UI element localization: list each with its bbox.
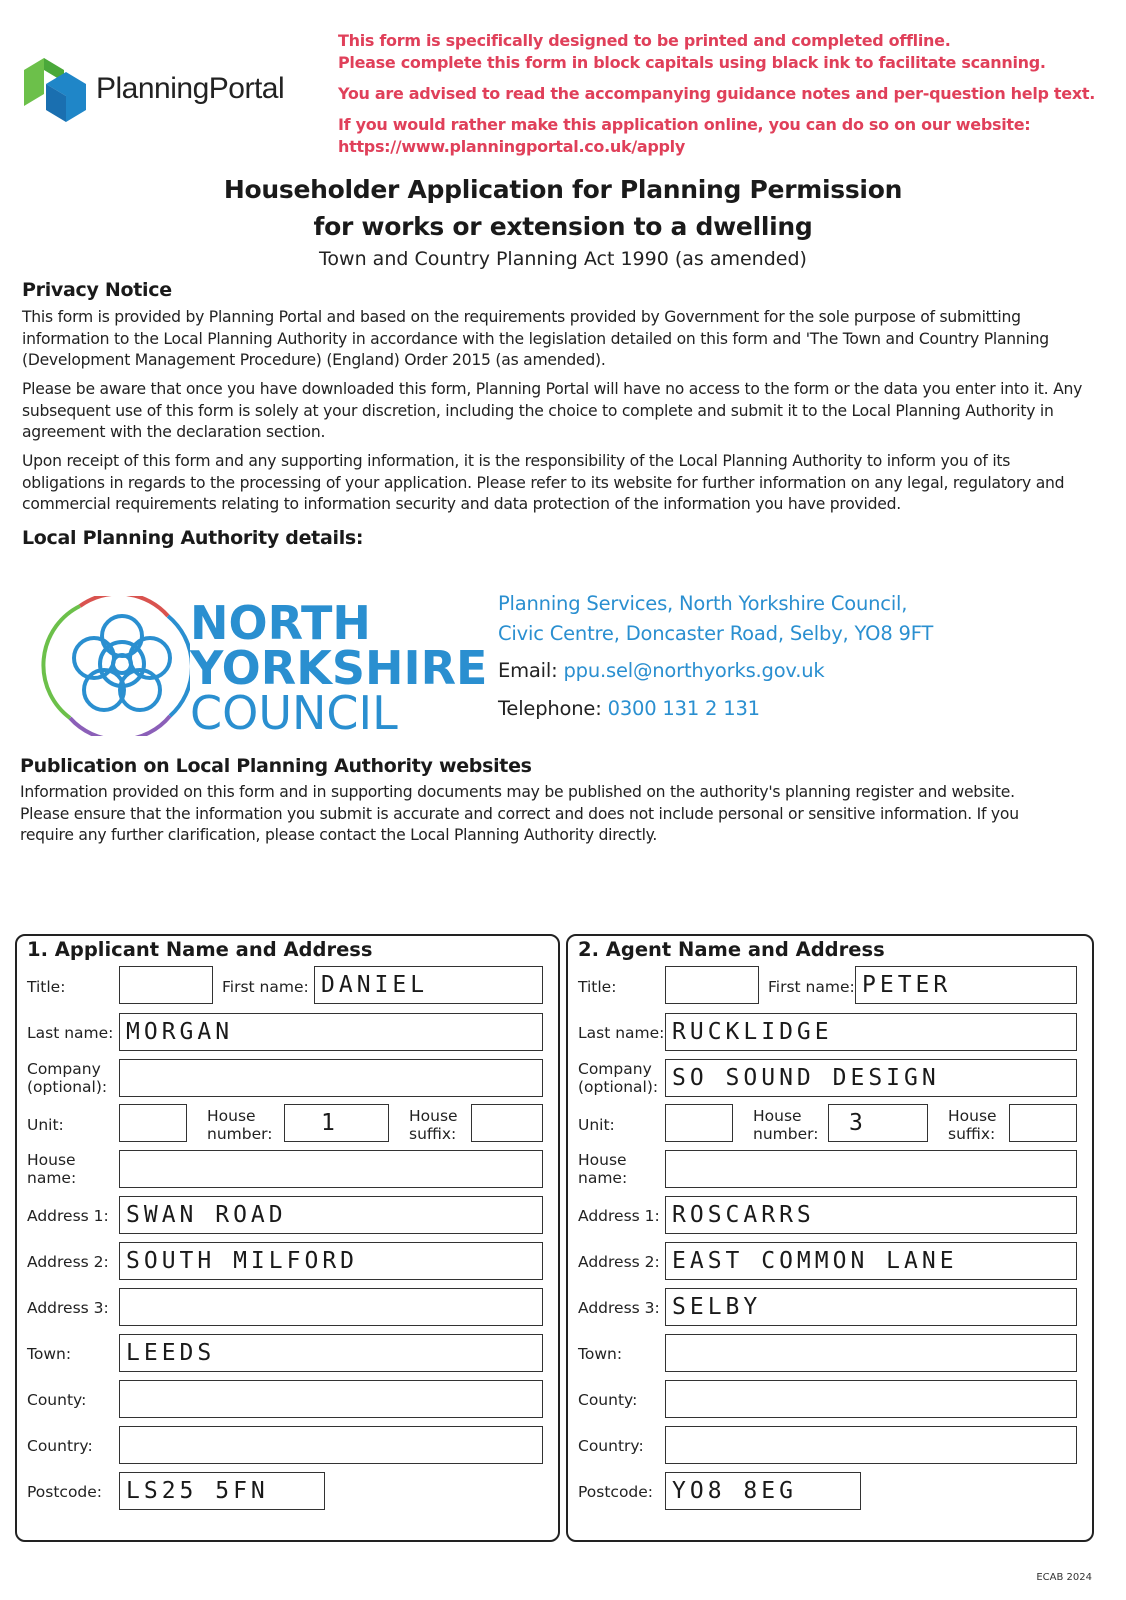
agent-address1-field[interactable] <box>665 1196 1077 1234</box>
applicant-address1-label: Address 1: <box>27 1207 109 1225</box>
agent-address3-value: SELBY <box>672 1294 762 1320</box>
privacy-paragraph-1: This form is provided by Planning Portal and based on the requirements provided by Government for the sole purpose of submitting information to the Local Planning Authority in accordance with the legislation detailed on this form and 'The Town and Country Planning (Development Management Procedure) (England) Order 2015 (as amended). <box>22 308 1049 369</box>
lpa-email <box>498 659 825 682</box>
applicant-first-name-field[interactable] <box>314 966 543 1004</box>
agent-title-label: Title: <box>578 978 617 996</box>
form-title-line1: Householder Application for Planning Permission <box>223 175 903 204</box>
applicant-last-name-value: MORGAN <box>126 1019 234 1045</box>
council-wordmark-north: NORTH <box>190 596 371 650</box>
agent-house-number-label: House number: <box>753 1107 819 1143</box>
agent-county-field[interactable] <box>665 1380 1077 1418</box>
applicant-title-label: Title: <box>27 978 66 996</box>
agent-first-name-label: First name: <box>768 978 855 996</box>
agent-first-name-value: PETER <box>862 972 952 998</box>
applicant-address2-label: Address 2: <box>27 1253 109 1271</box>
applicant-county-field[interactable] <box>119 1380 543 1418</box>
lpa-heading: Local Planning Authority details: <box>22 527 364 549</box>
lpa-telephone-label: Telephone: <box>498 697 602 720</box>
lpa-address-line1: Planning Services, North Yorkshire Council, <box>498 592 908 615</box>
agent-postcode-value: YO8 8EG <box>672 1478 797 1504</box>
form-subtitle: Town and Country Planning Act 1990 (as amended) <box>319 248 807 270</box>
online-notice: If you would rather make this application online, you can do so on our website: <box>338 115 1031 134</box>
agent-first-name-field[interactable] <box>855 966 1077 1004</box>
applicant-address2-value: SOUTH MILFORD <box>126 1248 359 1274</box>
apply-url: https://www.planningportal.co.uk/apply <box>338 137 685 156</box>
applicant-first-name-label: First name: <box>222 978 309 996</box>
agent-last-name-value: RUCKLIDGE <box>672 1019 833 1045</box>
applicant-house-suffix-field[interactable] <box>471 1104 543 1142</box>
lpa-telephone-value: 0300 131 2 131 <box>607 697 760 720</box>
applicant-house-number-field[interactable] <box>284 1104 389 1142</box>
agent-country-label: Country: <box>578 1437 644 1455</box>
agent-address1-value: ROSCARRS <box>672 1202 815 1228</box>
applicant-address1-value: SWAN ROAD <box>126 1202 287 1228</box>
applicant-county-label: County: <box>27 1391 87 1409</box>
applicant-unit-field[interactable] <box>119 1104 187 1142</box>
agent-town-label: Town: <box>578 1345 623 1363</box>
applicant-company-label: Company (optional): <box>27 1060 108 1096</box>
applicant-house-number-label: House number: <box>207 1107 273 1143</box>
agent-country-field[interactable] <box>665 1426 1077 1464</box>
applicant-last-name-field[interactable] <box>119 1013 543 1051</box>
applicant-postcode-value: LS25 5FN <box>126 1478 269 1504</box>
agent-address1-label: Address 1: <box>578 1207 660 1225</box>
applicant-section <box>15 934 560 1542</box>
applicant-address2-field[interactable] <box>119 1242 543 1280</box>
agent-address2-field[interactable] <box>665 1242 1077 1280</box>
yorkshire-rose-icon <box>40 596 190 736</box>
agent-county-label: County: <box>578 1391 638 1409</box>
council-wordmark-council: COUNCIL <box>190 686 398 740</box>
offline-notice: This form is specifically designed to be printed and completed offline. <box>338 31 951 50</box>
agent-postcode-field[interactable] <box>665 1472 861 1510</box>
agent-address3-label: Address 3: <box>578 1299 660 1317</box>
privacy-paragraph-3: Upon receipt of this form and any supporting information, it is the responsibility of the Local Planning Authority to inform you of its obligations in regards to the processing of your application. Please refer to its website for further information on any legal, regulatory and commercial requirements relating to information security and data protection of the information you have provided. <box>22 452 1065 513</box>
agent-title-field[interactable] <box>665 966 759 1004</box>
block-capitals-notice: Please complete this form in block capitals using black ink to facilitate scanning. <box>338 53 1046 72</box>
lpa-telephone <box>498 697 760 720</box>
form-code: ECAB 2024 <box>1036 1572 1092 1583</box>
agent-address2-value: EAST COMMON LANE <box>672 1248 958 1274</box>
agent-company-field[interactable] <box>665 1059 1077 1097</box>
agent-unit-label: Unit: <box>578 1116 615 1134</box>
agent-house-number-field[interactable] <box>828 1104 928 1142</box>
council-wordmark-yorkshire: YORKSHIRE <box>190 641 488 695</box>
agent-section <box>566 934 1094 1542</box>
applicant-first-name-value: DANIEL <box>321 972 429 998</box>
applicant-address1-field[interactable] <box>119 1196 543 1234</box>
agent-town-field[interactable] <box>665 1334 1077 1372</box>
agent-postcode-label: Postcode: <box>578 1483 654 1501</box>
applicant-town-label: Town: <box>27 1345 72 1363</box>
applicant-address3-label: Address 3: <box>27 1299 109 1317</box>
publication-text: Information provided on this form and in supporting documents may be published on the authority's planning register and website. Please ensure that the information you submit is accurate and correct and does not include personal or sensitive information. If you require any further clarification, please contact the Local Planning Authority directly. <box>20 783 1019 844</box>
guidance-notice: You are advised to read the accompanying guidance notes and per-question help text. <box>338 84 1095 103</box>
agent-company-value: SO SOUND DESIGN <box>672 1065 940 1091</box>
agent-last-name-field[interactable] <box>665 1013 1077 1051</box>
agent-address3-field[interactable] <box>665 1288 1077 1326</box>
applicant-country-label: Country: <box>27 1437 93 1455</box>
agent-last-name-label: Last name: <box>578 1024 665 1042</box>
planning-portal-logo <box>22 54 292 124</box>
agent-house-suffix-field[interactable] <box>1009 1104 1077 1142</box>
privacy-paragraph-2: Please be aware that once you have downloaded this form, Planning Portal will have no access to the form or the data you enter into it. Any subsequent use of this form is solely at your discretion, including the choice to complete and submit it to the Local Planning Authority in agreement with the declaration section. <box>22 380 1083 441</box>
applicant-address3-field[interactable] <box>119 1288 543 1326</box>
applicant-town-value: LEEDS <box>126 1340 216 1366</box>
applicant-postcode-field[interactable] <box>119 1472 325 1510</box>
planning-portal-logo-icon <box>22 54 88 124</box>
applicant-section-title: 1. Applicant Name and Address <box>27 938 373 961</box>
applicant-last-name-label: Last name: <box>27 1024 114 1042</box>
agent-house-suffix-label: House suffix: <box>948 1107 997 1143</box>
lpa-email-value[interactable]: ppu.sel@northyorks.gov.uk <box>563 659 825 682</box>
lpa-address-line2: Civic Centre, Doncaster Road, Selby, YO8 9FT <box>498 622 934 645</box>
publication-heading: Publication on Local Planning Authority websites <box>20 755 532 777</box>
agent-company-label: Company (optional): <box>578 1060 659 1096</box>
form-title-line2: for works or extension to a dwelling <box>313 212 813 241</box>
agent-unit-field[interactable] <box>665 1104 733 1142</box>
applicant-house-name-label: House name: <box>27 1151 77 1187</box>
applicant-house-number-value: 1 <box>321 1110 339 1136</box>
agent-section-title: 2. Agent Name and Address <box>578 938 885 961</box>
applicant-house-name-field[interactable] <box>119 1150 543 1188</box>
applicant-country-field[interactable] <box>119 1426 543 1464</box>
applicant-company-field[interactable] <box>119 1059 543 1097</box>
applicant-town-field[interactable] <box>119 1334 543 1372</box>
agent-address2-label: Address 2: <box>578 1253 660 1271</box>
agent-house-name-label: House name: <box>578 1151 628 1187</box>
applicant-house-suffix-label: House suffix: <box>409 1107 458 1143</box>
agent-house-name-field[interactable] <box>665 1150 1077 1188</box>
agent-house-number-value: 3 <box>849 1110 867 1136</box>
applicant-unit-label: Unit: <box>27 1116 64 1134</box>
planning-portal-wordmark: PlanningPortal <box>96 72 285 105</box>
lpa-email-label: Email: <box>498 659 558 682</box>
applicant-postcode-label: Postcode: <box>27 1483 103 1501</box>
privacy-heading: Privacy Notice <box>22 279 172 301</box>
applicant-title-field[interactable] <box>119 966 213 1004</box>
